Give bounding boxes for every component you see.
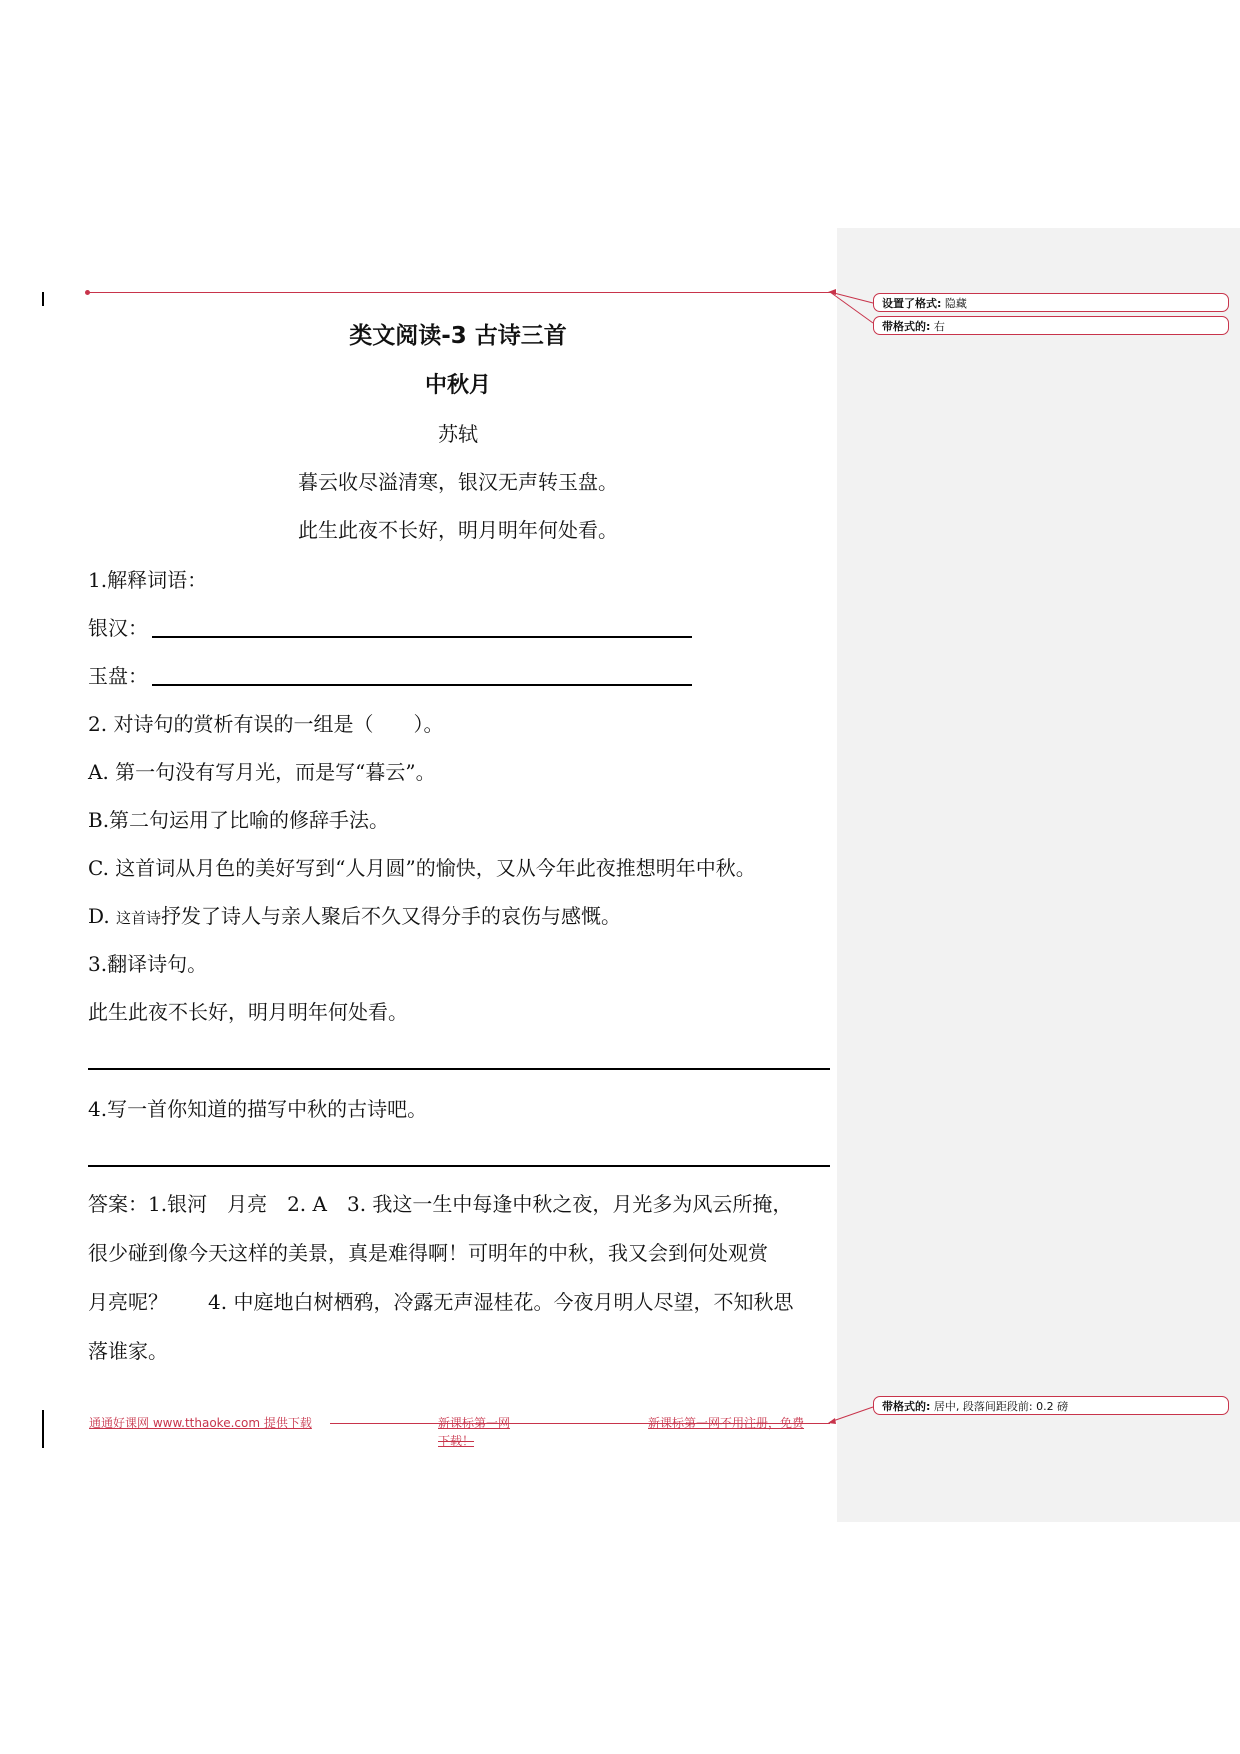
- question-3: 3.翻译诗句。: [88, 952, 208, 976]
- markup-pane: [837, 228, 1240, 1522]
- format-comment-3[interactable]: [873, 1396, 1229, 1415]
- answer-blank[interactable]: [88, 1165, 830, 1167]
- format-comment-2[interactable]: [873, 316, 1229, 335]
- footer-revision-connector: [826, 1396, 874, 1426]
- poem-line-2: 此生此夜不长好，明月明年何处看。: [298, 518, 618, 542]
- comment-value: 居中, 段落间距段前: 0.2 磅: [933, 1400, 1069, 1413]
- answer-line-4: 落谁家。: [88, 1339, 168, 1363]
- footer-middle-link[interactable]: 新课标第一网: [438, 1416, 511, 1430]
- poem-line-1: 暮云收尽溢清寒，银汉无声转玉盘。: [298, 470, 618, 494]
- option-b: B.第二句运用了比喻的修辞手法。: [88, 808, 390, 832]
- option-a: A. 第一句没有写月光，而是写“暮云”。: [88, 760, 436, 784]
- question-3-text: 此生此夜不长好，明月明年何处看。: [88, 1000, 408, 1024]
- answer-blank[interactable]: [152, 636, 692, 638]
- poem-title: 中秋月: [424, 373, 491, 398]
- footer-right-link[interactable]: 新课标第一网不用注册，免费: [648, 1416, 805, 1430]
- footer-left-link[interactable]: 通通好课网 www.tthaoke.com 提供下载: [89, 1416, 312, 1430]
- answer-line-2: 很少碰到像今天这样的美景，真是难得啊！可明年的中秋，我又会到何处观赏: [88, 1241, 768, 1265]
- change-bar: [42, 292, 44, 306]
- comment-value: 隐藏: [944, 297, 967, 310]
- question-1a-label: 银汉：: [88, 616, 148, 640]
- revision-connector: [828, 286, 874, 326]
- poem-author: 苏轼: [438, 422, 478, 446]
- question-1b-label: 玉盘：: [88, 664, 148, 688]
- revision-line: [88, 292, 832, 293]
- format-comment-1[interactable]: [873, 293, 1229, 312]
- footer-middle-link-2[interactable]: 下载！: [438, 1434, 475, 1448]
- doc-title: 类文阅读-3 古诗三首: [349, 323, 567, 349]
- answer-line-1: 答案：1.银河 月亮 2. A 3. 我这一生中每逢中秋之夜，月光多为风云所掩，: [88, 1192, 793, 1216]
- question-2: 2. 对诗句的赏析有误的一组是（ ）。: [88, 712, 444, 736]
- question-4: 4.写一首你知道的描写中秋的古诗吧。: [88, 1097, 428, 1121]
- option-d-text: 抒发了诗人与亲人聚后不久又得分手的哀伤与感慨。: [161, 904, 622, 928]
- comment-label: 设置了格式:: [882, 297, 942, 310]
- answer-blank[interactable]: [152, 684, 692, 686]
- change-bar: [42, 1410, 44, 1448]
- option-c: C. 这首词从月色的美好写到“人月圆”的愉快，又从今年此夜推想明年中秋。: [88, 856, 756, 880]
- comment-value: 右: [933, 320, 945, 333]
- answer-line-3: 月亮呢？ 4. 中庭地白树栖鸦，冷露无声湿桂花。今夜月明人尽望，不知秋思: [88, 1290, 794, 1314]
- comment-label: 带格式的:: [882, 1400, 931, 1413]
- answer-blank[interactable]: [88, 1068, 830, 1070]
- comment-label: 带格式的:: [882, 320, 931, 333]
- option-d-prefix: D.: [88, 904, 117, 928]
- option-d: [88, 902, 828, 932]
- option-d-small: 这首诗: [116, 909, 162, 927]
- question-1: 1.解释词语：: [88, 568, 208, 592]
